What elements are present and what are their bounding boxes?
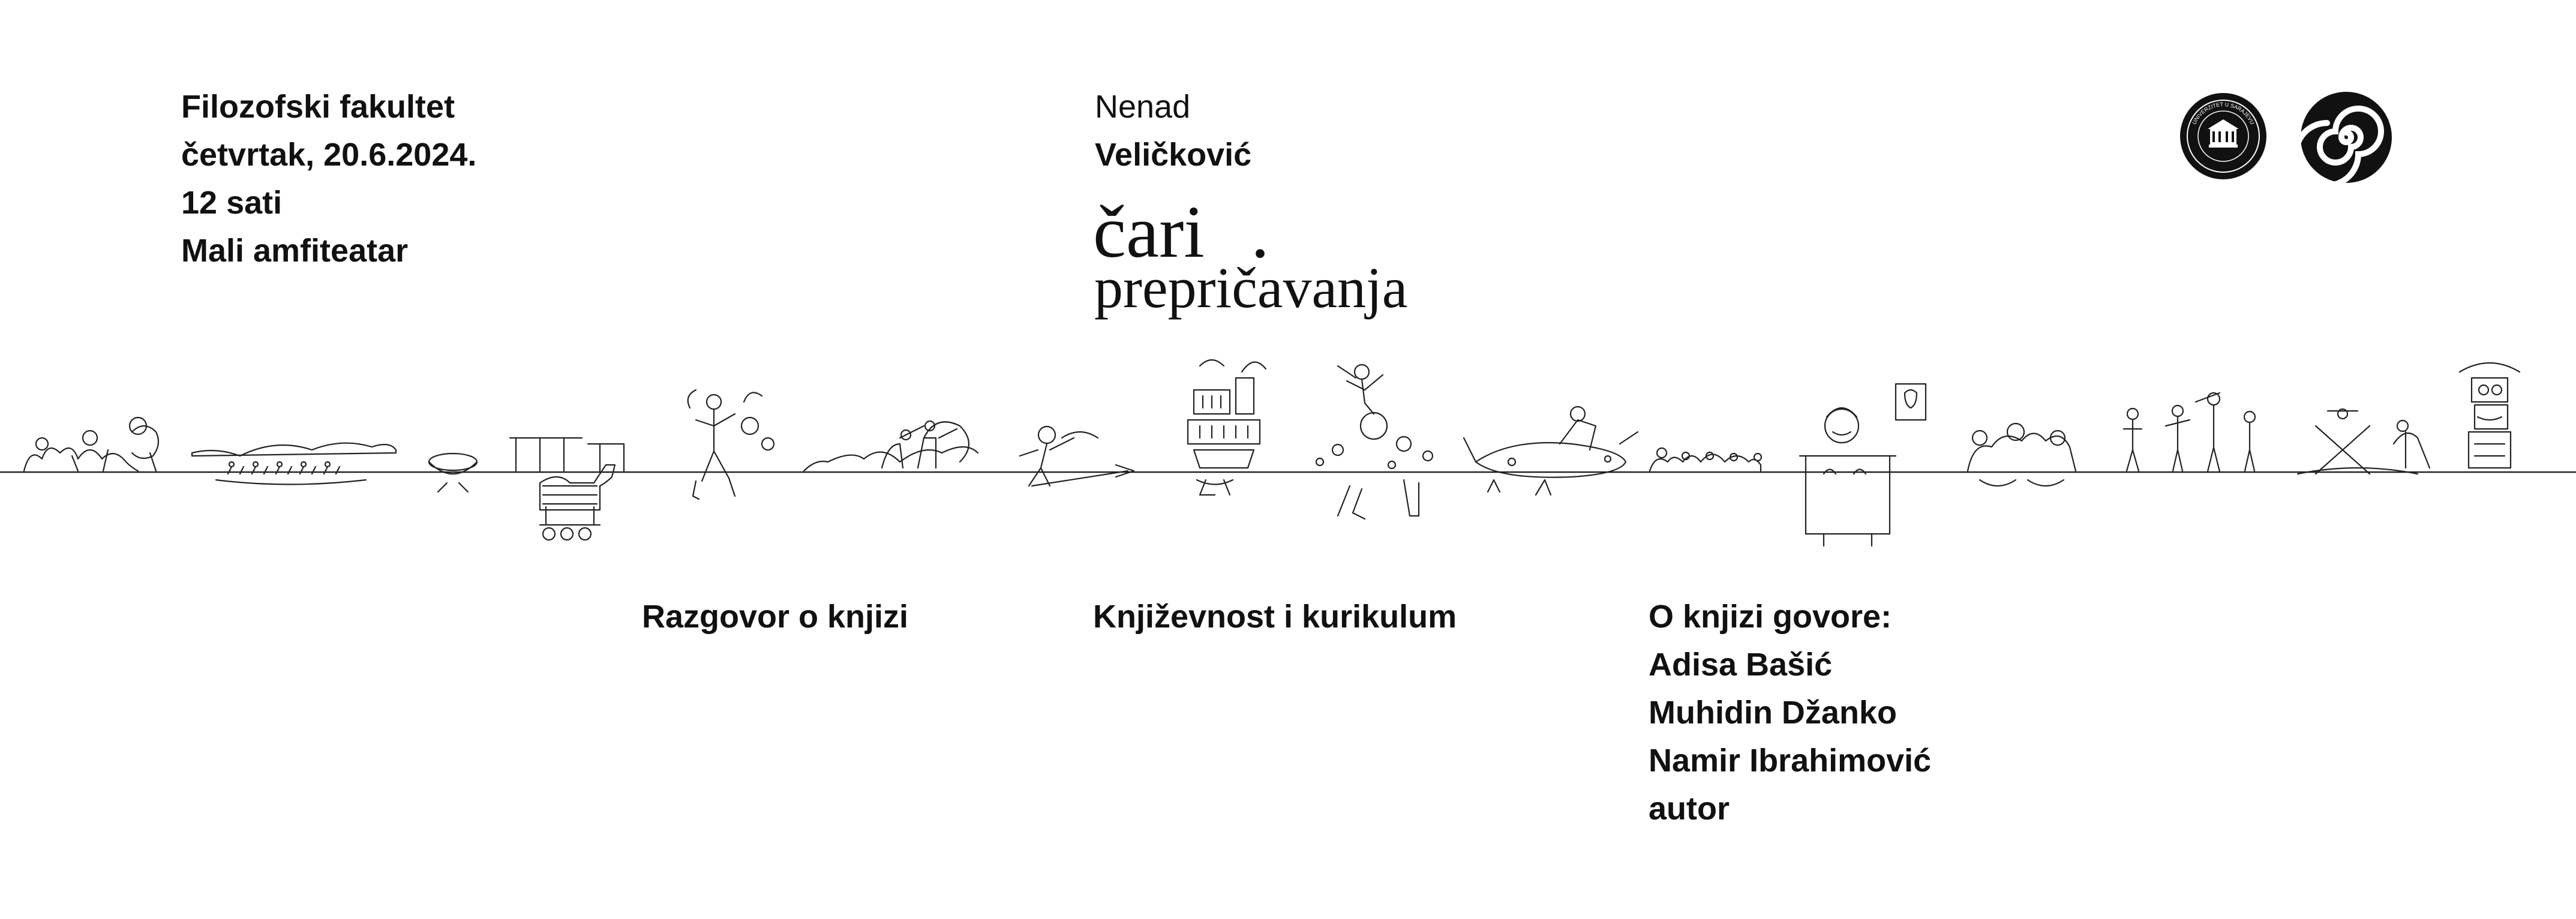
drawing-standing-men (2124, 393, 2255, 471)
event-date: četvrtak, 20.6.2024. (181, 137, 477, 173)
drawing-tower (1188, 360, 1266, 495)
event-venue: Filozofski fakultet (181, 89, 455, 125)
drawing-trojan-horse (510, 438, 624, 540)
speakers-list (1649, 593, 1931, 833)
drawing-balancing-figure (1316, 365, 1433, 519)
line-drawing-frieze (0, 354, 2576, 570)
university-seal-icon (2179, 92, 2268, 181)
event-time: 12 sati (181, 185, 283, 221)
drawing-mountains-boat (192, 443, 396, 485)
speakers-heading: O knjizi govore: (1649, 599, 1892, 635)
book-title-dot: . (1251, 191, 1269, 273)
event-info (181, 83, 476, 275)
event-room: Mali amfiteatar (181, 233, 409, 269)
book-title-main: čari (1093, 191, 1205, 273)
drawing-fishermen (804, 421, 978, 471)
seal-text: UNIVERZITET U SARAJEVU (2191, 101, 2256, 125)
book-title-sub: prepričavanja (1094, 256, 1408, 320)
speaker-name: Namir Ibrahimović (1649, 743, 1932, 779)
speaker-name: autor (1649, 791, 1730, 827)
drawing-totem (2460, 363, 2520, 468)
spiral-logo-icon (2299, 90, 2394, 185)
drawing-man-at-table (1800, 384, 1926, 546)
author-last-name: Veličković (1095, 137, 1252, 173)
drawing-fish-car (1464, 407, 1638, 495)
drawing-animals (1968, 424, 2076, 486)
drawing-figures-left (24, 418, 158, 471)
speaker-name: Adisa Bašić (1649, 647, 1833, 683)
drawing-flying-figure (1020, 427, 1134, 486)
program-part-curriculum: Književnost i kurikulum (1093, 599, 1457, 635)
drawing-juggler (688, 390, 774, 499)
program-part-talk: Razgovor o knjizi (642, 599, 909, 635)
speaker-name: Muhidin Džanko (1649, 695, 1897, 731)
author-first-name: Nenad (1095, 89, 1191, 125)
drawing-creatures (1650, 448, 1761, 471)
drawing-cross-figure (2298, 409, 2430, 474)
